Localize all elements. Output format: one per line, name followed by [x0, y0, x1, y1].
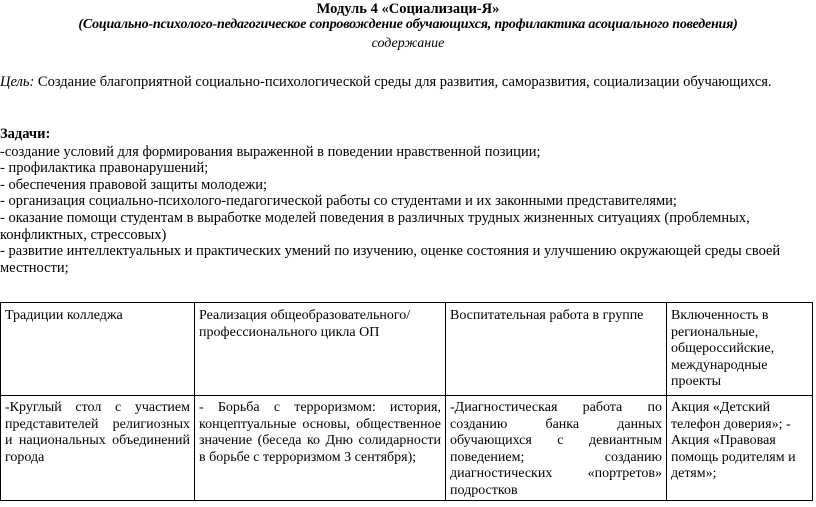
goal-label: Цель:	[0, 74, 35, 90]
table-cell: -Круглый стол с участием представителей религиозных и национальных объединений города	[1, 396, 195, 501]
task-item: - профилактика правонарушений;	[0, 160, 209, 177]
goal-text: Создание благоприятной социально-психологической среды для развития, саморазвития, социализации обучающихся.	[34, 74, 772, 90]
task-item: - оказание помощи студентам в выработке моделей поведения в различных трудных жизненных ситуациях (проблемных, конфликтных, стрессовых)	[0, 209, 750, 243]
table-cell: -Диагностическая работа по созданию банка данных обучающихся с девиантным поведением; созданию диагностических «портретов» подростков	[446, 396, 667, 501]
table-cell: Акция «Детский телефон доверия»; - Акция «Правовая помощь родителям и детям»;	[667, 396, 813, 501]
table-header-cell: Воспитательная работа в группе	[446, 303, 667, 396]
module-title: Модуль 4 «Социализаци-Я»	[316, 1, 500, 17]
table-header-cell: Реализация общеобразовательного/ профессионального цикла ОП	[195, 303, 446, 396]
task-item: - обеспечения правовой защиты молодежи;	[0, 176, 268, 193]
module-subtitle: (Социально-психолого-педагогическое сопровождение обучающихся, профилактика асоциального поведения)	[78, 17, 738, 32]
table-header-cell: Включенность в региональные, общероссийские, международные проекты	[667, 303, 813, 396]
table-header-row	[1, 303, 813, 396]
task-item: - организация социально-психолого-педагогической работы со студентами и их законными представителями;	[0, 193, 677, 210]
tasks-heading: Задачи:	[0, 126, 51, 142]
goal-paragraph	[0, 73, 790, 92]
task-item: -создание условий для формирования выраженной в поведении нравственной позиции;	[0, 143, 541, 160]
activities-table	[0, 302, 813, 501]
task-item: - развитие интеллектуальных и практических умений по изучению, оценке состояния и улучшению окружающей среды своей местности;	[0, 243, 781, 276]
table-header-cell: Традиции колледжа	[1, 303, 195, 396]
table-cell: - Борьба с терроризмом: история, концептуальные основы, общественное значение (беседа ко Дню солидарности в борьбе с терроризмом 3 сентября);	[195, 396, 446, 501]
tasks-section	[0, 126, 816, 276]
content-label: содержание	[371, 36, 445, 51]
table-row	[1, 396, 813, 501]
